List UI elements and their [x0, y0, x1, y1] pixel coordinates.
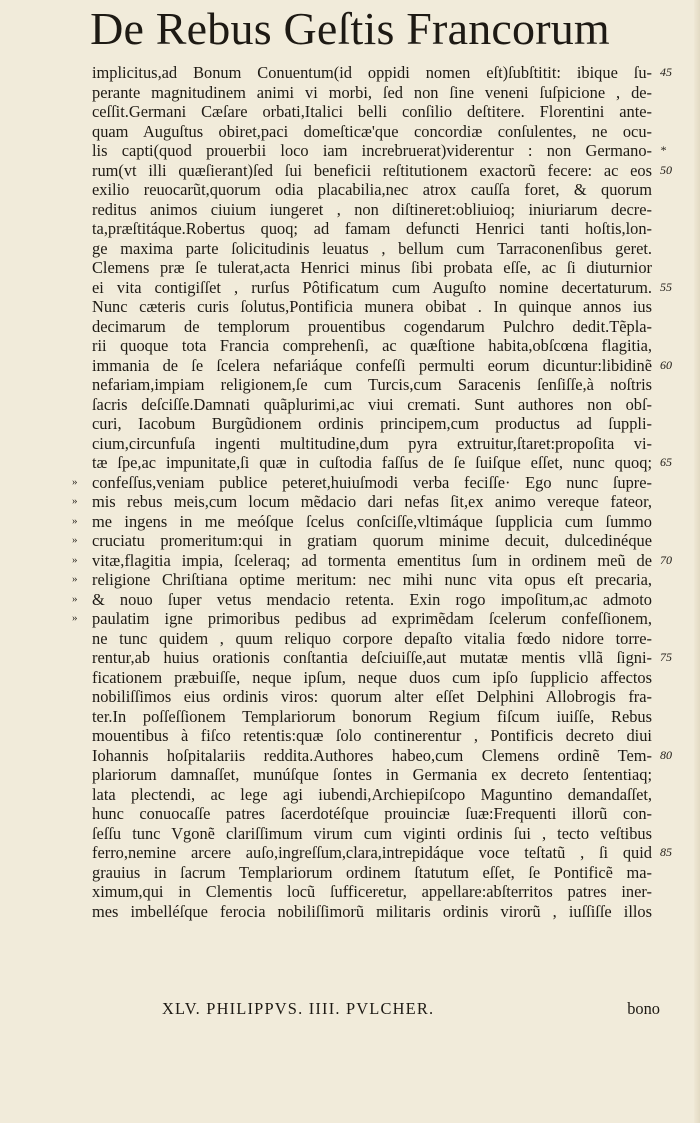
text-line: grauius in ſacrum Templariorum ordinem ſtatutum eſſet, ſe Pontificẽ ma- — [92, 862, 652, 882]
text-line: cium,circunfuſa ingenti multitudine,dum pyra extruitur,ſtaret:propoſita vi- — [92, 433, 652, 453]
text-line: lata plectendi, ac lege agi iubendi,Archiepiſcopo Maguntino demandaſſet, — [92, 784, 652, 804]
margin-spacer — [72, 239, 92, 259]
text-line: mouentibus à fiſco retentis:quæ ſolo continerentur , Pontificis decreto diui — [92, 726, 652, 745]
text-line: lis capti(quod prouerbii loco iam increbruerat)viderentur : non Germano- — [92, 141, 652, 160]
margin-spacer — [72, 824, 92, 844]
line-number: * — [660, 143, 666, 157]
margin-spacer — [72, 726, 92, 746]
margin-spacer — [660, 122, 690, 142]
text-line: ſeſſu tunc Vgonẽ clariſſimum virum cum viginti ordinis ſui , tecto veſtibus — [92, 823, 652, 843]
text-line: plariorum damnaſſet, munúſque ſontes in Germania ex decreto ſententiaq; — [92, 765, 652, 784]
margin-spacer — [72, 122, 92, 142]
margin-spacer — [72, 278, 92, 298]
margin-spacer — [72, 629, 92, 649]
text-line: cruciatu promeritum:qui in gratiam quorum minime decuit, dulcedinéque — [92, 531, 652, 550]
text-line: rentur,ab huius orationis conſtantia deſciuiſſe,aut mutatæ mentis vllã ſigni- — [92, 648, 652, 667]
text-line: rii quoque tota Francia comprehenſi, ac quæſtione habita,obſcœna flagitia, — [92, 336, 652, 355]
margin-spacer — [660, 200, 690, 220]
line-number: 55 — [660, 279, 672, 294]
main-text — [92, 63, 652, 921]
margin-spacer — [72, 687, 92, 707]
left-margin-quote-marks — [72, 63, 92, 921]
text-line: Clemens præ ſe tulerat,acta Henrici minus ſibi probata eſſe, ac ſi diuturnior — [92, 258, 652, 277]
margin-spacer — [72, 161, 92, 181]
margin-spacer — [72, 356, 92, 376]
quote-mark: » — [72, 514, 78, 527]
margin-spacer — [72, 434, 92, 454]
margin-spacer — [72, 707, 92, 727]
text-line: ta,præſtitáque.Robertus quoq; ad famam defuncti Henrici tanti hoſtis,lon- — [92, 219, 652, 238]
margin-spacer — [660, 492, 690, 512]
text-line: & nouo ſuper vetus mendacio retenta. Exin rogo impoſitum,ac admoto — [92, 589, 652, 609]
text-line: nobiliſſimos eius ordinis viros: quorum alter eſſet Delphini Allobrogis fra- — [92, 687, 652, 706]
text-line: exilio reuocarũt,quorum odia placabilia,nec atrox cauſſa foret, & quorum — [92, 180, 652, 199]
margin-spacer — [660, 239, 690, 259]
margin-spacer — [72, 141, 92, 161]
text-line: perante magnitudinem animi vi morbi, ſed non ſine veneni ſuſpicione , de- — [92, 82, 652, 102]
quote-mark: » — [72, 553, 78, 566]
text-line: implicitus,ad Bonum Conuentum(id oppidi nomen eſt)ſubſtitit: ibique ſu- — [92, 63, 652, 82]
margin-spacer — [72, 863, 92, 883]
line-number: 85 — [660, 845, 672, 859]
margin-spacer — [72, 336, 92, 356]
text-line: ximum,qui in Clementis locũ ſufficeretur, appellare:abſterritos patres iner- — [92, 882, 652, 901]
margin-spacer — [72, 804, 92, 824]
quote-mark: » — [72, 534, 78, 546]
margin-spacer — [660, 687, 690, 707]
text-line: paulatim igne primoribus pedibus ad exprimẽdam ſcelerum confeſſionem, — [92, 609, 652, 628]
margin-spacer — [72, 219, 92, 239]
text-line: ge maxima parte ſolicitudinis leuatus , bellum cum Tarraconenſibus geret. — [92, 238, 652, 258]
margin-spacer — [72, 414, 92, 434]
text-line: ei vita contigiſſet , rurſus Pôtificatum cum Auguſto nomine decertaturum. — [92, 277, 652, 297]
margin-spacer — [72, 83, 92, 103]
margin-spacer — [72, 317, 92, 337]
line-number: 80 — [660, 747, 672, 762]
margin-spacer — [72, 765, 92, 785]
margin-spacer — [660, 180, 690, 200]
margin-spacer — [660, 707, 690, 727]
margin-spacer — [660, 765, 690, 785]
margin-spacer — [660, 609, 690, 629]
line-number: 45 — [660, 65, 672, 79]
margin-spacer — [72, 648, 92, 668]
quote-mark: » — [72, 475, 78, 488]
footer-line — [92, 998, 660, 1020]
margin-spacer — [72, 258, 92, 278]
quote-mark: » — [72, 612, 78, 624]
margin-spacer — [72, 785, 92, 805]
margin-spacer — [660, 434, 690, 454]
margin-spacer — [72, 200, 92, 220]
margin-spacer — [72, 746, 92, 766]
margin-spacer — [660, 473, 690, 493]
margin-spacer — [660, 258, 690, 278]
text-line: mis rebus meis,cum locum mẽdacio dari nefas ſit,ex animo vereque fateor, — [92, 492, 652, 511]
margin-spacer — [660, 726, 690, 746]
margin-spacer — [660, 804, 690, 824]
margin-spacer — [72, 297, 92, 317]
quote-mark: » — [72, 592, 78, 605]
margin-spacer — [660, 629, 690, 649]
margin-spacer — [660, 882, 690, 902]
text-line: hunc conuocaſſe patres ſacerdotéſque prouinciæ ſuæ:Frequenti illorũ con- — [92, 804, 652, 823]
text-line: reditus animos ciuium iungeret , non diſtineret:obliuioq; iniuriarum decre- — [92, 199, 652, 219]
page-title: De Rebus Geſtis Francorum — [90, 3, 610, 54]
text-line: confeſſus,veniam publice peteret,huiuſmodi verba feciſſe· Ego nunc ſupre- — [92, 472, 652, 492]
margin-spacer — [660, 317, 690, 337]
text-line: rum(vt illi quæſierant)ſed ſui beneficii reſtitutionem exactorũ fecere: ac eos — [92, 160, 652, 180]
text-line: religione Chriſtiana optime meritum: nec mihi nunc vita opus eſt precaria, — [92, 570, 652, 589]
margin-spacer — [72, 668, 92, 688]
text-line: Iohannis hoſpitalariis reddita.Authores habeo,cum Clemens ordinẽ Tem- — [92, 745, 652, 765]
right-margin-line-numbers — [660, 63, 690, 921]
text-line: tæ ſpe,ac impunitate,ſi quæ in cuſtodia faſſus de ſe ſuiſque eſſet, nunc quoq; — [92, 453, 652, 472]
line-number: 75 — [660, 650, 672, 664]
margin-spacer — [660, 395, 690, 415]
margin-spacer — [660, 219, 690, 239]
margin-spacer — [72, 843, 92, 863]
line-number: 50 — [660, 162, 672, 177]
margin-spacer — [660, 863, 690, 883]
margin-spacer — [72, 63, 92, 83]
margin-spacer — [660, 375, 690, 395]
margin-spacer — [72, 453, 92, 473]
text-line: nefariam,impiam religionem,ſe cum Turcis,cum Saracenis ſenſiſſe,à noſtris — [92, 375, 652, 394]
text-line: Nunc cæteris curis ſolutus,Pontificia munera obibat . In quinque annos ius — [92, 297, 652, 316]
text-line: curi, Iacobum Burgũdionem ordinis principem,cum productus ad ſuppli- — [92, 414, 652, 433]
text-line: ter.In poſſeſſionem Templariorum bonorum Regium fiſcum iuiſſe, Rebus — [92, 706, 652, 726]
margin-spacer — [660, 83, 690, 103]
catchword: bono — [627, 999, 660, 1018]
line-number: 65 — [660, 455, 672, 469]
margin-spacer — [72, 102, 92, 122]
text-line: ferro,nemine arcere auſo,ingreſſum,clara,intrepidáque voce teſtatũ , ſi quid — [92, 843, 652, 862]
text-line: mes imbelléſque ferocia nobiliſſimorũ militaris ordinis virorũ , iuſſiſſe illos — [92, 901, 652, 921]
text-line: ne tunc quidem , quum reliquo corpore depaſto vitalia fœdo nidore torre- — [92, 628, 652, 648]
margin-spacer — [72, 375, 92, 395]
margin-spacer — [72, 902, 92, 922]
line-number: 60 — [660, 357, 672, 372]
text-line: ſacris deſciſſe.Damnati quãplurimi,ac viui cremati. Sunt authores non obſ- — [92, 394, 652, 414]
margin-spacer — [660, 414, 690, 434]
text-line: decimarum de templorum prouentibus cogendarum Pulchro dedit.Tẽpla- — [92, 316, 652, 336]
margin-spacer — [660, 531, 690, 551]
page-edge — [694, 0, 700, 1123]
margin-spacer — [660, 297, 690, 317]
text-line: ficationem præbuiſſe, neque ipſum, neque duos cum ipſo ſupplicio affectos — [92, 667, 652, 687]
running-head: XLV. PHILIPPVS. IIII. PVLCHER. — [162, 999, 435, 1018]
margin-spacer — [660, 785, 690, 805]
margin-spacer — [72, 882, 92, 902]
margin-spacer — [660, 102, 690, 122]
margin-spacer — [660, 570, 690, 590]
text-line: quam Auguſtus obiret,paci domeſticæ'que concordiæ conſulentes, ne ocu- — [92, 121, 652, 141]
text-line: me ingens in me meóſque ſcelus conſciſſe,vltimáque ſupplicia cum ſummo — [92, 511, 652, 531]
margin-spacer — [660, 902, 690, 922]
text-line: immania de ſe ſcelera nefariáque confeſſi permulti eorum dicuntur:libidinẽ — [92, 355, 652, 375]
margin-spacer — [660, 336, 690, 356]
line-number: 70 — [660, 552, 672, 567]
quote-mark: » — [72, 573, 78, 585]
margin-spacer — [72, 180, 92, 200]
margin-spacer — [660, 512, 690, 532]
text-line: ceſſit.Germani Cæſare orbati,Italici belli conſilio deſtitere. Florentini ante- — [92, 102, 652, 121]
margin-spacer — [660, 668, 690, 688]
margin-spacer — [72, 395, 92, 415]
text-line: vitæ,flagitia impia, ſceleraq; ad tormenta ementitus ſum in ordinem meũ de — [92, 550, 652, 570]
margin-spacer — [660, 824, 690, 844]
quote-mark: » — [72, 495, 78, 507]
margin-spacer — [660, 590, 690, 610]
